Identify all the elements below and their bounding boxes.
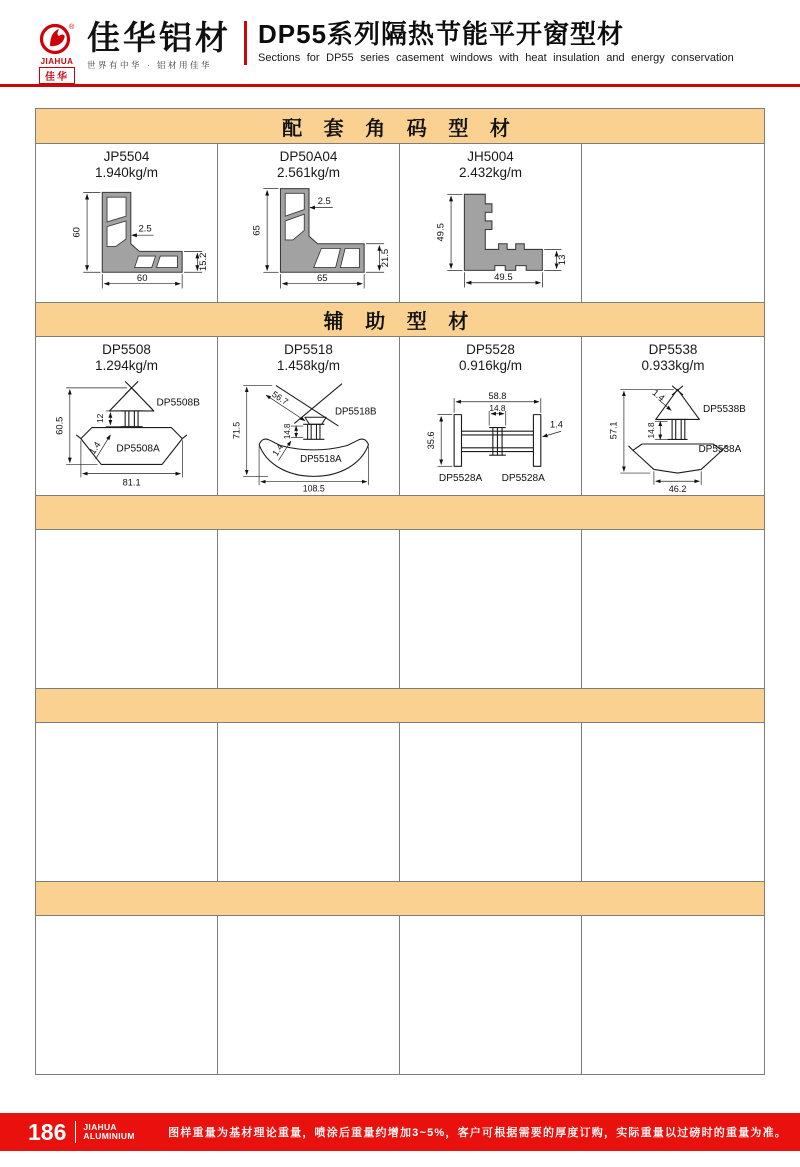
dim-wall: 2.5 <box>137 223 152 235</box>
part-label-top: DP5518B <box>334 406 377 418</box>
page-title: DP55系列隔热节能平开窗型材 <box>258 19 625 49</box>
footer-brand-line2: ALUMINIUM <box>83 1131 135 1141</box>
footer-brand-line1: JIAHUA <box>83 1122 117 1132</box>
profile-weight: 0.933kg/m <box>641 358 705 373</box>
dim-width: 58.8 <box>487 390 506 401</box>
dim-connector: 14.8 <box>646 422 656 439</box>
empty-row-3 <box>36 916 764 1074</box>
dim-wall: 1.4 <box>86 439 103 457</box>
empty-cell <box>400 916 582 1074</box>
dim-height: 35.6 <box>425 431 436 450</box>
profile-cell-dp5508 <box>36 337 218 495</box>
page-number: 186 <box>28 1118 67 1145</box>
dp5518-drawing <box>229 374 388 494</box>
dim-height: 49.5 <box>434 223 446 242</box>
dim-width: 46.2 <box>668 484 687 494</box>
dim-connector: 12 <box>94 413 105 423</box>
logo-jiahua-cn: 佳华 <box>39 67 75 84</box>
dim-connector: 14.8 <box>282 423 292 440</box>
jh5004-drawing <box>407 181 575 297</box>
section-title: 配 套 角 码 型 材 <box>282 117 518 140</box>
jiahua-emblem-icon <box>38 20 76 56</box>
empty-row-1 <box>36 530 764 688</box>
profile-weight: 1.294kg/m <box>94 358 159 373</box>
brand-name-cn: 佳华铝材 <box>87 19 231 56</box>
title-block <box>258 20 734 64</box>
part-label-bottom: DP5508A <box>115 443 160 455</box>
page-subtitle: Sections for DP55 series casement windows with heat insulation and energy conservation <box>258 52 734 64</box>
profile-code: DP5508 <box>102 342 151 357</box>
dim-height: 71.5 <box>231 421 242 440</box>
part-label-right: DP5528A <box>501 473 545 485</box>
dim-width: 81.1 <box>122 477 141 488</box>
brand-logo <box>34 20 80 84</box>
registered-mark: ® <box>69 24 75 31</box>
profile-cell-dp5538 <box>582 337 764 495</box>
profile-weight: 2.432kg/m <box>458 165 523 180</box>
dim-height: 60.5 <box>53 416 64 435</box>
auxiliary-profiles-row <box>36 337 764 495</box>
dim-wall: 1.4 <box>270 442 286 458</box>
dp5538-drawing <box>590 374 756 494</box>
dim-connector: 14.8 <box>488 402 506 413</box>
section-header-blank-3 <box>36 881 764 916</box>
dim-lip: 15.2 <box>197 252 209 272</box>
profile-cell-jp5504 <box>36 144 218 302</box>
dim-height: 57.1 <box>608 421 619 440</box>
profile-weight: 2.561kg/m <box>276 165 341 180</box>
profile-code: DP5538 <box>648 342 698 357</box>
dim-wall: 1.4 <box>549 419 563 430</box>
empty-cell <box>218 916 400 1074</box>
part-label-bottom: DP5538A <box>698 444 742 456</box>
dim-width: 65 <box>316 272 328 284</box>
profile-cell-dp5518 <box>218 337 400 495</box>
profile-weight: 1.458kg/m <box>276 358 341 373</box>
profile-code: JH5004 <box>467 149 514 164</box>
dim-height: 65 <box>251 225 263 236</box>
section-header-blank-2 <box>36 688 764 723</box>
profile-cell-dp5528 <box>400 337 582 495</box>
empty-cell <box>36 530 218 688</box>
profile-cell-jh5004 <box>400 144 582 302</box>
header-rule <box>0 84 800 87</box>
empty-cell <box>400 723 582 881</box>
part-label-top: DP5538B <box>703 404 746 416</box>
dim-wall: 1.4 <box>650 387 667 404</box>
part-label-left: DP5528A <box>438 473 482 485</box>
part-label-bottom: DP5518A <box>300 454 342 466</box>
page-header <box>30 20 734 84</box>
empty-cell <box>400 530 582 688</box>
dim-diagonal: 56.7 <box>270 389 291 407</box>
dim-width: 60 <box>136 272 148 284</box>
empty-cell <box>582 144 764 302</box>
section-header-corner-profiles <box>36 109 764 144</box>
dp5508-drawing <box>44 374 210 494</box>
dim-width: 108.5 <box>302 483 325 494</box>
dim-wall: 2.5 <box>317 195 331 207</box>
page-footer <box>0 1113 800 1151</box>
profile-weight: 1.940kg/m <box>94 165 159 180</box>
dim-lip: 21.5 <box>379 248 391 268</box>
title-divider <box>244 21 247 65</box>
empty-cell <box>582 530 764 688</box>
profile-code: DP5518 <box>284 342 333 357</box>
dp50a04-drawing <box>225 181 393 297</box>
dim-height: 60 <box>70 227 82 238</box>
profile-code: DP50A04 <box>279 149 338 164</box>
profile-table <box>35 108 765 1075</box>
logo-jiahua-text: JIAHUA <box>40 57 74 66</box>
empty-cell <box>218 723 400 881</box>
dim-lip: 13 <box>556 254 568 266</box>
part-label-top: DP5508B <box>156 397 200 409</box>
section-header-blank-1 <box>36 495 764 530</box>
jp5504-drawing <box>43 181 211 297</box>
dim-width: 49.5 <box>493 271 513 283</box>
section-title: 辅 助 型 材 <box>323 311 477 333</box>
corner-profiles-row <box>36 144 764 302</box>
footer-note: 图样重量为基材理论重量，喷涂后重量约增加3~5%，客户可根据需要的厚度订购，实际重量以过磅时的重量为准。 <box>168 1127 787 1139</box>
empty-cell <box>218 530 400 688</box>
section-header-auxiliary-profiles <box>36 302 764 337</box>
profile-code: DP5528 <box>466 342 515 357</box>
brand-slogan: 世界有中华 · 铝材用佳华 <box>87 60 213 70</box>
footer-divider <box>75 1121 76 1143</box>
profile-cell-dp50a04 <box>218 144 400 302</box>
empty-cell <box>582 723 764 881</box>
profile-weight: 0.916kg/m <box>458 358 523 373</box>
empty-row-2 <box>36 723 764 881</box>
empty-cell <box>582 916 764 1074</box>
profile-code: JP5504 <box>103 149 150 164</box>
empty-cell <box>36 723 218 881</box>
brand-block <box>87 20 231 71</box>
empty-cell <box>36 916 218 1074</box>
footer-brand <box>83 1123 134 1141</box>
dp5528-drawing <box>408 374 574 494</box>
